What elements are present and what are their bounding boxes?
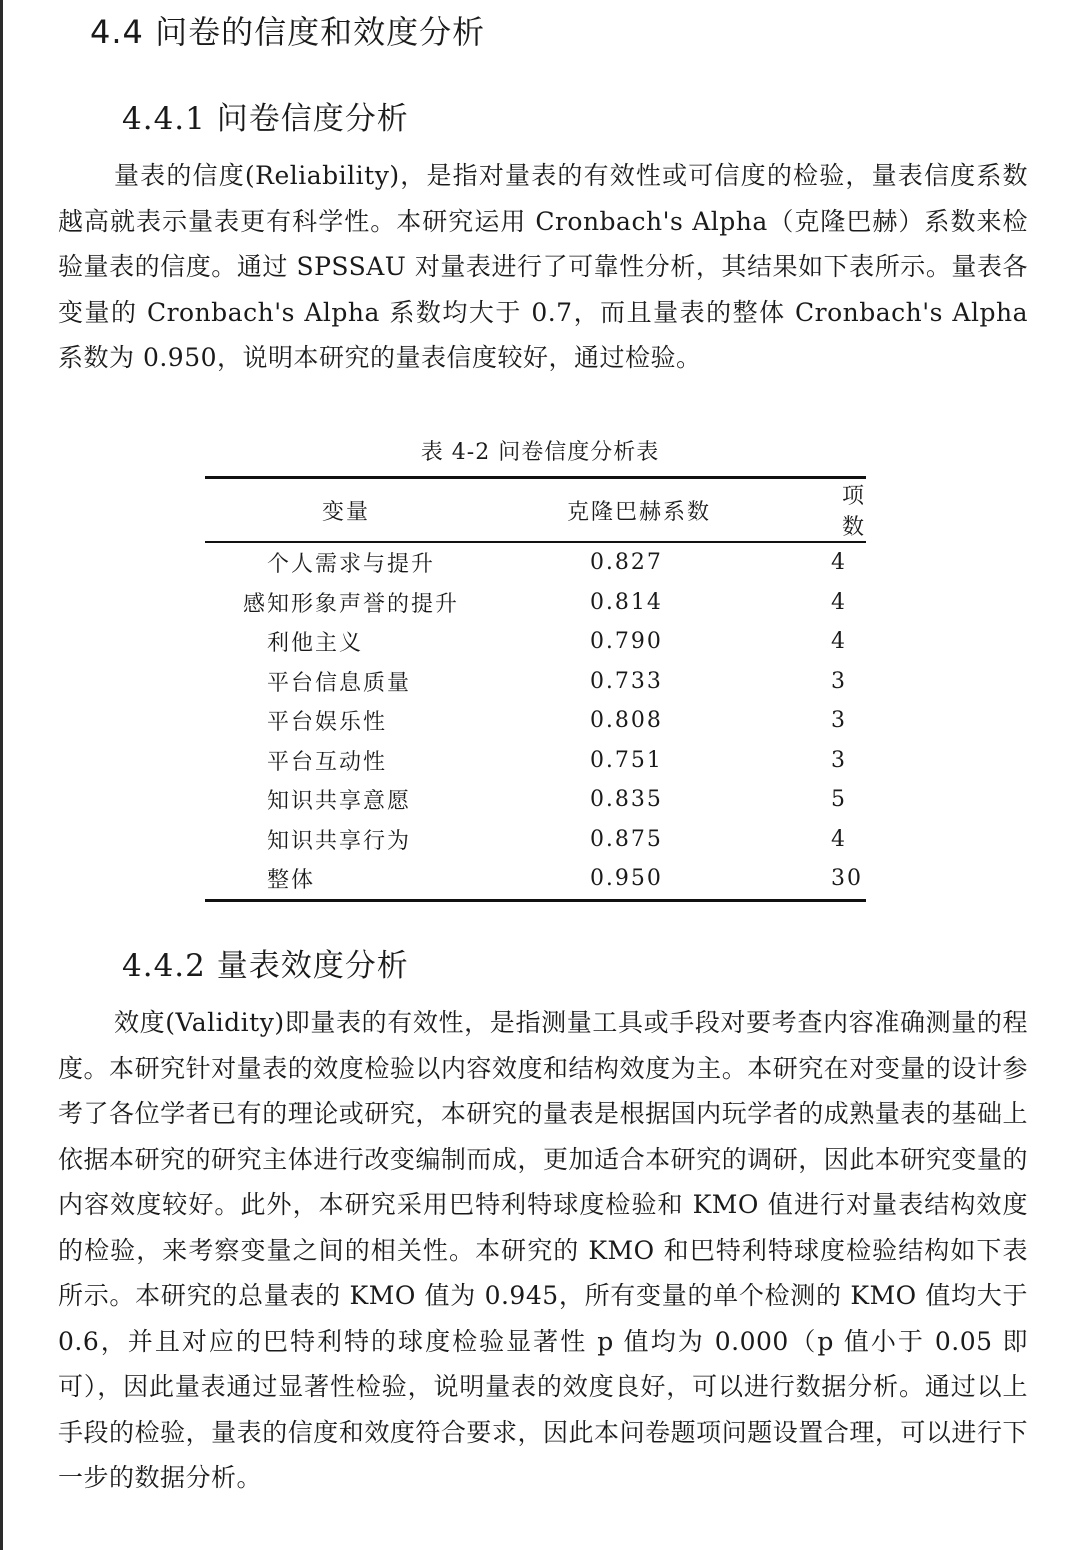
row-variable: 整体 (267, 868, 316, 894)
row-alpha: 0.790 (589, 629, 663, 655)
section-title: 4.4 问卷的信度和效度分析 (90, 13, 486, 51)
row-alpha: 0.808 (589, 708, 663, 734)
table-row (205, 741, 866, 781)
row-variable: 知识共享意愿 (267, 789, 412, 815)
row-items: 4 (830, 629, 847, 655)
row-variable: 平台互动性 (267, 749, 388, 775)
row-items: 30 (830, 866, 863, 892)
table-row (205, 701, 866, 741)
row-items: 3 (830, 668, 847, 694)
page-left-edge (0, 0, 3, 1550)
table-row (205, 859, 866, 900)
table-row (205, 820, 866, 860)
row-items: 3 (830, 747, 847, 773)
table-row (205, 622, 866, 662)
table-caption: 表 4-2 问卷信度分析表 (420, 440, 660, 465)
table-row (205, 583, 866, 623)
header-variable: 变量 (322, 499, 371, 525)
header-item-count: 项数 (841, 484, 866, 540)
table-row (205, 780, 866, 820)
header-cronbach-alpha: 克隆巴赫系数 (566, 499, 711, 525)
row-alpha: 0.950 (589, 866, 663, 892)
row-alpha: 0.827 (589, 550, 663, 576)
row-variable: 平台娱乐性 (267, 710, 388, 736)
row-variable: 平台信息质量 (267, 670, 412, 696)
row-alpha: 0.751 (589, 747, 663, 773)
table-header-row (205, 478, 866, 543)
row-alpha: 0.733 (589, 668, 663, 694)
row-items: 4 (830, 550, 847, 576)
row-alpha: 0.835 (589, 787, 663, 813)
row-alpha: 0.814 (589, 589, 663, 615)
row-items: 4 (830, 826, 847, 852)
table-row (205, 662, 866, 702)
row-variable: 利他主义 (267, 631, 364, 657)
row-items: 4 (830, 589, 847, 615)
reliability-heading: 4.4.1 问卷信度分析 (122, 101, 409, 137)
reliability-paragraph: 量表的信度(Reliability)，是指对量表的有效性或可信度的检验，量表信度系数越高就表示量表更有科学性。本研究运用 Cronbach's Alpha（克隆巴赫）系数来检验量表的信度。通过 SPSSAU 对量表进行了可靠性分析，其结果如下表所示。量表各变量的 Cronbach's Alpha 系数均大于 0.7，而且量表的整体 Cronbach's Alpha 系数为 0.950，说明本研究的量表信度较好，通过检验。 (58, 161, 1028, 372)
reliability-table (205, 476, 866, 902)
validity-paragraph: 效度(Validity)即量表的有效性，是指测量工具或手段对要考查内容准确测量的程度。本研究针对量表的效度检验以内容效度和结构效度为主。本研究在对变量的设计参考了各位学者已有的理论或研究，本研究的量表是根据国内玩学者的成熟量表的基础上依据本研究的研究主体进行改变编制而成，更加适合本研究的调研，因此本研究变量的内容效度较好。此外，本研究采用巴特利特球度检验和 KMO 值进行对量表结构效度的检验，来考察变量之间的相关性。本研究的 KMO 和巴特利特球度检验结构如下表所示。本研究的总量表的 KMO 值为 0.945，所有变量的单个检测的 KMO 值均大于 0.6，并且对应的巴特利特的球度检验显著性 p 值均为 0.000（p 值小于 0.05 即可），因此量表通过显著性检验，说明量表的效度良好，可以进行数据分析。通过以上手段的检验，量表的信度和效度符合要求，因此本问卷题项问题设置合理，可以进行下一步的数据分析。 (58, 1008, 1028, 1492)
row-variable: 个人需求与提升 (267, 552, 436, 578)
row-items: 3 (830, 708, 847, 734)
row-variable: 知识共享行为 (267, 828, 412, 854)
row-alpha: 0.875 (589, 826, 663, 852)
row-variable: 感知形象声誉的提升 (243, 591, 460, 617)
validity-heading: 4.4.2 量表效度分析 (122, 948, 409, 984)
table-row (205, 542, 866, 583)
row-items: 5 (830, 787, 847, 813)
